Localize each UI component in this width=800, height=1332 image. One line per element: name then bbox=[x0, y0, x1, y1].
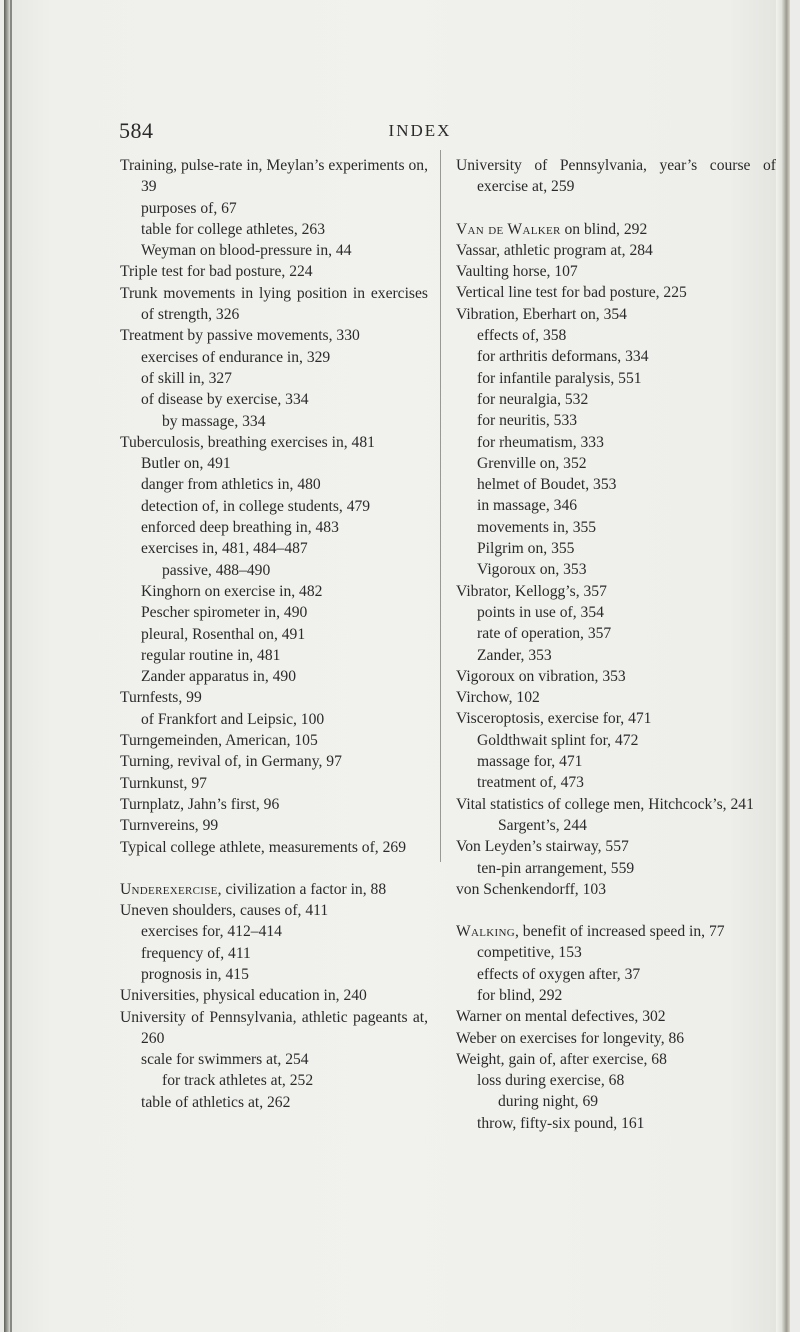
index-subentry bbox=[120, 389, 428, 410]
index-entry-text: regular routine in, 481 bbox=[141, 646, 281, 664]
index-subentry bbox=[120, 666, 428, 687]
index-entry-text: treatment of, 473 bbox=[477, 774, 584, 792]
index-subentry bbox=[456, 538, 776, 559]
index-subentry bbox=[120, 411, 428, 432]
index-entry-head: Underexercise bbox=[120, 880, 218, 898]
letter-section-gap bbox=[120, 858, 428, 879]
index-subentry bbox=[456, 942, 776, 963]
index-entry bbox=[120, 687, 428, 708]
index-entry-text: of disease by exercise, 334 bbox=[141, 391, 309, 409]
index-subentry bbox=[456, 985, 776, 1006]
index-subentry bbox=[120, 645, 428, 666]
index-entry bbox=[120, 985, 428, 1006]
index-entry-text: effects of oxygen after, 37 bbox=[477, 965, 641, 983]
index-subentry bbox=[120, 1092, 428, 1113]
index-entry-text: for neuralgia, 532 bbox=[477, 390, 589, 408]
index-entry bbox=[456, 155, 776, 198]
index-entry-text: scale for swimmers at, 254 bbox=[141, 1051, 309, 1069]
index-entry-text: of skill in, 327 bbox=[141, 369, 232, 387]
index-subentry bbox=[120, 560, 428, 581]
index-entry bbox=[456, 1028, 776, 1049]
index-entry-text: , benefit of increased speed in, 77 bbox=[514, 923, 725, 941]
index-entry-text: Vigoroux on vibration, 353 bbox=[456, 667, 626, 685]
binding-fold bbox=[10, 0, 12, 1332]
index-subentry bbox=[456, 495, 776, 516]
index-entry bbox=[120, 773, 428, 794]
index-subentry bbox=[120, 240, 428, 261]
index-entry bbox=[120, 432, 428, 453]
index-subentry bbox=[120, 538, 428, 559]
index-entry bbox=[120, 751, 428, 772]
index-entry bbox=[120, 879, 428, 900]
index-entry-text: exercises for, 412–414 bbox=[141, 923, 282, 941]
index-entry-text: exercises in, 481, 484–487 bbox=[141, 540, 308, 558]
index-entry-text: for rheumatism, 333 bbox=[477, 433, 604, 451]
index-entry-text: Warner on mental defectives, 302 bbox=[456, 1008, 666, 1026]
index-entry-head: Van de Walker bbox=[456, 220, 561, 238]
index-entry-text: Butler on, 491 bbox=[141, 455, 231, 473]
index-subentry bbox=[456, 410, 776, 431]
index-entry-text: rate of operation, 357 bbox=[477, 625, 612, 643]
index-entry-text: Turnplatz, Jahn’s first, 96 bbox=[120, 795, 280, 813]
index-entry bbox=[456, 666, 776, 687]
index-entry bbox=[120, 261, 428, 282]
index-entry-text: for infantile paralysis, 551 bbox=[477, 369, 642, 387]
index-subentry bbox=[120, 964, 428, 985]
index-entry-text: Triple test for bad posture, 224 bbox=[120, 263, 313, 281]
index-entry-text: Vertical line test for bad posture, 225 bbox=[456, 284, 687, 302]
index-entry-text: Vibrator, Kellogg’s, 357 bbox=[456, 582, 607, 600]
index-entry-text: Vaulting horse, 107 bbox=[456, 263, 578, 281]
page-number: 584 bbox=[119, 118, 154, 143]
index-entry-text: table for college athletes, 263 bbox=[141, 220, 326, 238]
index-entry bbox=[456, 708, 776, 729]
index-entry-text: Grenville on, 352 bbox=[477, 454, 587, 472]
index-entry-text: purposes of, 67 bbox=[141, 199, 237, 217]
index-subentry bbox=[120, 624, 428, 645]
index-subentry bbox=[456, 815, 776, 836]
page-header bbox=[0, 118, 800, 148]
index-entry-text: , civilization a factor in, 88 bbox=[217, 880, 387, 898]
index-entry-text: Zander apparatus in, 490 bbox=[141, 668, 297, 686]
index-entry-text: frequency of, 411 bbox=[141, 944, 251, 962]
index-entry-text: prognosis in, 415 bbox=[141, 965, 249, 983]
index-entry-text: Zander, 353 bbox=[477, 646, 552, 664]
index-column-left bbox=[120, 155, 428, 1113]
index-entry-text: Turnvereins, 99 bbox=[120, 817, 219, 835]
index-entry-text: Goldthwait splint for, 472 bbox=[477, 731, 639, 749]
index-subentry bbox=[456, 453, 776, 474]
index-entry-text: Training, pulse-rate in, Meylan’s experiments on, 39 bbox=[120, 157, 428, 196]
index-subentry bbox=[120, 453, 428, 474]
index-entry-text: ten-pin arrangement, 559 bbox=[477, 859, 635, 877]
index-entry-text: Sargent’s, 244 bbox=[498, 816, 587, 834]
index-entry bbox=[120, 815, 428, 836]
index-subentry bbox=[456, 602, 776, 623]
index-entry bbox=[120, 1007, 428, 1050]
index-entry-text: Vital statistics of college men, Hitchcock’s, 241 bbox=[456, 795, 754, 813]
index-subentry bbox=[456, 730, 776, 751]
index-entry bbox=[120, 325, 428, 346]
index-entry bbox=[456, 581, 776, 602]
index-entry bbox=[456, 1049, 776, 1070]
index-subentry bbox=[120, 517, 428, 538]
index-entry bbox=[120, 283, 428, 326]
index-subentry bbox=[120, 602, 428, 623]
index-subentry bbox=[456, 751, 776, 772]
index-entry-text: Turnfests, 99 bbox=[120, 689, 202, 707]
index-entry bbox=[456, 836, 776, 857]
index-subentry bbox=[456, 645, 776, 666]
index-entry-text: points in use of, 354 bbox=[477, 603, 604, 621]
index-subentry bbox=[120, 581, 428, 602]
index-entry-text: Von Leyden’s stairway, 557 bbox=[456, 838, 629, 856]
index-subentry bbox=[120, 709, 428, 730]
index-entry-text: Vigoroux on, 353 bbox=[477, 561, 587, 579]
index-entry-text: University of Pennsylvania, year’s course of exercise at, 259 bbox=[456, 157, 776, 196]
index-subentry bbox=[456, 325, 776, 346]
index-entry bbox=[456, 240, 776, 261]
index-subentry bbox=[456, 368, 776, 389]
column-divider bbox=[440, 150, 441, 862]
index-entry-text: Pilgrim on, 355 bbox=[477, 540, 575, 558]
index-subentry bbox=[120, 921, 428, 942]
index-entry-text: Kinghorn on exercise in, 482 bbox=[141, 582, 323, 600]
index-entry-text: Visceroptosis, exercise for, 471 bbox=[456, 710, 652, 728]
index-subentry bbox=[456, 432, 776, 453]
index-entry-text: Typical college athlete, measurements of, 269 bbox=[120, 838, 406, 856]
index-entry-text: detection of, in college students, 479 bbox=[141, 497, 371, 515]
index-subentry bbox=[456, 389, 776, 410]
index-subentry bbox=[456, 517, 776, 538]
index-entry-text: by massage, 334 bbox=[162, 412, 266, 430]
index-entry-text: Weyman on blood-pressure in, 44 bbox=[141, 242, 352, 260]
page-right-edge bbox=[776, 0, 790, 1332]
index-entry-text: enforced deep breathing in, 483 bbox=[141, 519, 339, 537]
index-entry-text: competitive, 153 bbox=[477, 944, 582, 962]
index-subentry bbox=[120, 1049, 428, 1070]
index-entry bbox=[456, 282, 776, 303]
index-entry bbox=[120, 900, 428, 921]
index-subentry bbox=[120, 219, 428, 240]
index-subentry bbox=[456, 772, 776, 793]
index-entry-text: danger from athletics in, 480 bbox=[141, 476, 321, 494]
index-entry-text: throw, fifty-six pound, 161 bbox=[477, 1114, 645, 1132]
running-head: INDEX bbox=[388, 121, 452, 140]
index-entry-text: Weight, gain of, after exercise, 68 bbox=[456, 1050, 667, 1068]
index-subentry bbox=[456, 559, 776, 580]
index-entry-text: Vibration, Eberhart on, 354 bbox=[456, 305, 627, 323]
index-subentry bbox=[456, 858, 776, 879]
index-entry-text: Uneven shoulders, causes of, 411 bbox=[120, 902, 329, 920]
index-entry bbox=[120, 155, 428, 198]
index-entry-text: Turngemeinden, American, 105 bbox=[120, 732, 318, 750]
index-entry-text: table of athletics at, 262 bbox=[141, 1093, 291, 1111]
index-entry bbox=[456, 794, 776, 815]
index-entry bbox=[456, 1006, 776, 1027]
index-entry-text: of Frankfort and Leipsic, 100 bbox=[141, 710, 325, 728]
index-entry-text: Virchow, 102 bbox=[456, 689, 540, 707]
index-entry bbox=[456, 219, 776, 240]
index-subentry bbox=[120, 1070, 428, 1091]
index-entry-text: von Schenkendorff, 103 bbox=[456, 880, 606, 898]
index-entry-text: Weber on exercises for longevity, 86 bbox=[456, 1029, 685, 1047]
index-entry-text: Treatment by passive movements, 330 bbox=[120, 327, 360, 345]
index-entry bbox=[456, 304, 776, 325]
index-entry-text: effects of, 358 bbox=[477, 327, 567, 345]
index-entry-text: pleural, Rosenthal on, 491 bbox=[141, 625, 306, 643]
index-entry-text: helmet of Boudet, 353 bbox=[477, 476, 617, 494]
index-entry-text: Trunk movements in lying position in exercises of strength, 326 bbox=[120, 284, 428, 324]
index-entry-text: University of Pennsylvania, athletic pageants at, 260 bbox=[120, 1008, 428, 1047]
index-entry-head: Walking bbox=[456, 923, 515, 941]
index-entry-text: Vassar, athletic program at, 284 bbox=[456, 241, 653, 259]
index-entry-text: for arthritis deformans, 334 bbox=[477, 348, 649, 366]
index-subentry bbox=[456, 474, 776, 495]
index-entry-text: exercises of endurance in, 329 bbox=[141, 348, 331, 366]
index-subentry bbox=[120, 474, 428, 495]
index-entry-text: for neuritis, 533 bbox=[477, 412, 578, 430]
letter-section-gap bbox=[456, 198, 776, 219]
index-entry-text: Universities, physical education in, 240 bbox=[120, 987, 367, 1005]
index-entry-text: passive, 488–490 bbox=[162, 561, 271, 579]
index-entry bbox=[456, 261, 776, 282]
index-subentry bbox=[456, 964, 776, 985]
index-subentry bbox=[456, 1113, 776, 1134]
index-subentry bbox=[120, 496, 428, 517]
index-subentry bbox=[120, 368, 428, 389]
index-entry bbox=[120, 837, 428, 858]
index-entry-text: Turning, revival of, in Germany, 97 bbox=[120, 753, 342, 771]
index-entry bbox=[120, 794, 428, 815]
index-entry-text: on blind, 292 bbox=[560, 220, 648, 238]
index-subentry bbox=[120, 198, 428, 219]
index-subentry bbox=[120, 347, 428, 368]
index-entry-text: for track athletes at, 252 bbox=[162, 1072, 314, 1090]
index-entry-text: movements in, 355 bbox=[477, 518, 597, 536]
index-subentry bbox=[120, 943, 428, 964]
index-entry-text: massage for, 471 bbox=[477, 753, 583, 771]
index-entry-text: for blind, 292 bbox=[477, 986, 563, 1004]
index-entry bbox=[456, 879, 776, 900]
letter-section-gap bbox=[456, 900, 776, 921]
index-entry-text: Tuberculosis, breathing exercises in, 481 bbox=[120, 433, 375, 451]
index-subentry bbox=[456, 1070, 776, 1091]
index-subentry bbox=[456, 346, 776, 367]
index-entry-text: Turnkunst, 97 bbox=[120, 774, 207, 792]
index-entry-text: during night, 69 bbox=[498, 1093, 599, 1111]
index-subentry bbox=[456, 1091, 776, 1112]
index-entry-text: Pescher spirometer in, 490 bbox=[141, 604, 308, 622]
index-entry bbox=[456, 921, 776, 942]
index-column-right bbox=[456, 155, 776, 1134]
index-entry bbox=[120, 730, 428, 751]
index-subentry bbox=[456, 623, 776, 644]
index-entry-text: in massage, 346 bbox=[477, 497, 578, 515]
index-entry-text: loss during exercise, 68 bbox=[477, 1072, 625, 1090]
index-entry bbox=[456, 687, 776, 708]
